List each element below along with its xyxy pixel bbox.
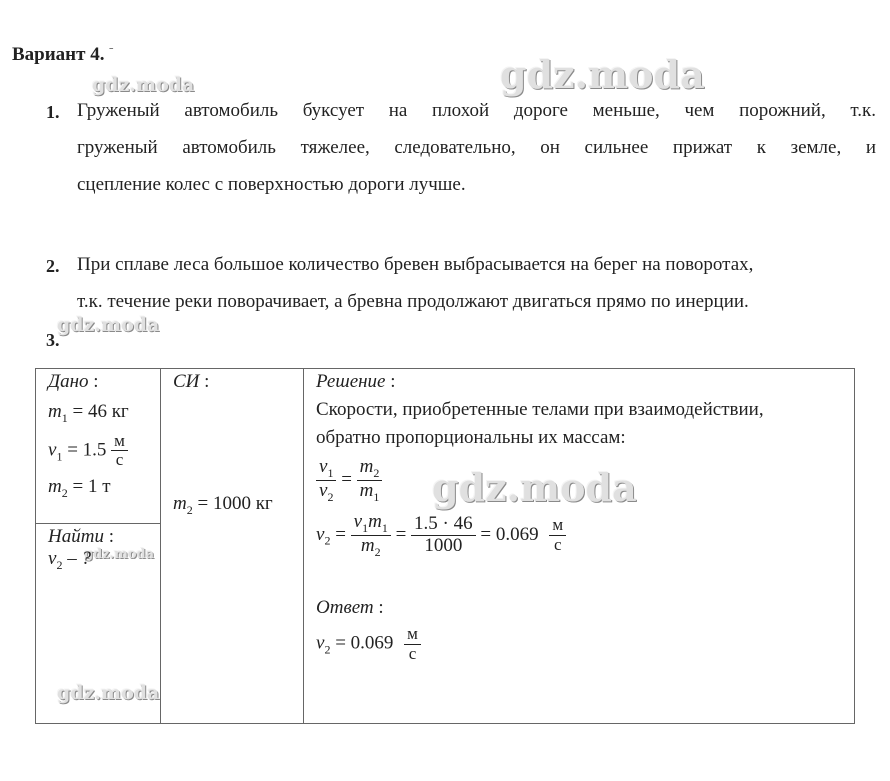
- watermark: gdz.moda: [92, 74, 195, 96]
- text-line: т.к. течение реки поворачивает, а бревна продолжают двигаться прямо по инерции.: [77, 291, 749, 312]
- si-m2: $m_2 = 1000$ кг: [173, 493, 273, 517]
- page-heading: [12, 44, 113, 66]
- heading-text: Вариант 4.: [12, 44, 105, 65]
- question-number: 3.: [46, 330, 60, 350]
- watermark: gdz.moda: [432, 465, 637, 510]
- find-v2: $v_2$ – ?: [48, 548, 91, 572]
- find-title: Найти :: [48, 526, 114, 547]
- given-title: Дано :: [48, 371, 99, 392]
- calc-equation: $v_2$ = $\frac{v_1m_1}{m_2}$ = $\frac{1.5 \cdot 46}{1000}$ = 0.069 $\frac{м}{с}$: [316, 512, 854, 559]
- find-cell: [36, 524, 161, 724]
- question-number: 2.: [46, 256, 60, 276]
- watermark: gdz.moda: [500, 52, 705, 97]
- solution-text: обратно пропорциональны их массам:: [316, 427, 626, 448]
- given-v1: $v_1 = 1.5$ $\frac{м}{с}$: [48, 432, 160, 470]
- given-m1: $m_1 = 46$ кг: [48, 401, 129, 425]
- si-title: СИ :: [173, 371, 210, 392]
- question-number: 1.: [46, 102, 60, 122]
- answer-value: $v_2 = 0.069$ $\frac{м}{с}$: [316, 625, 854, 663]
- given-m2: $m_2 = 1$ т: [48, 476, 111, 500]
- text-line: сцепление колес с поверхностью дороги лучше.: [77, 174, 466, 195]
- question-1-text: [77, 92, 876, 203]
- answer-title: Ответ :: [316, 596, 384, 618]
- text-line: При сплаве леса большое количество бревен выбрасывается на берег на поворотах,: [77, 254, 754, 275]
- given-cell: [36, 369, 161, 524]
- heading-mark: ˉ: [109, 44, 114, 58]
- si-cell: [161, 369, 304, 724]
- watermark: gdz.moda: [57, 682, 160, 704]
- solution-text: Скорости, приобретенные телами при взаимодействии,: [316, 399, 764, 420]
- watermark: gdz.moda: [57, 314, 160, 336]
- solution-title: Решение :: [316, 371, 396, 392]
- question-2-text: [77, 246, 876, 320]
- solution-cell: [304, 369, 855, 724]
- watermark: gdz.moda: [84, 547, 155, 562]
- text-line: Груженый автомобиль буксует на плохой дороге меньше, чем порожний, т.к.: [77, 100, 876, 121]
- solution-table: [35, 368, 855, 724]
- ratio-equation: $\frac{v_1}{v_2}$ = $\frac{m_2}{m_1}$: [316, 457, 854, 504]
- text-line: груженый автомобиль тяжелее, следовательно, он сильнее прижат к земле, и: [77, 137, 876, 158]
